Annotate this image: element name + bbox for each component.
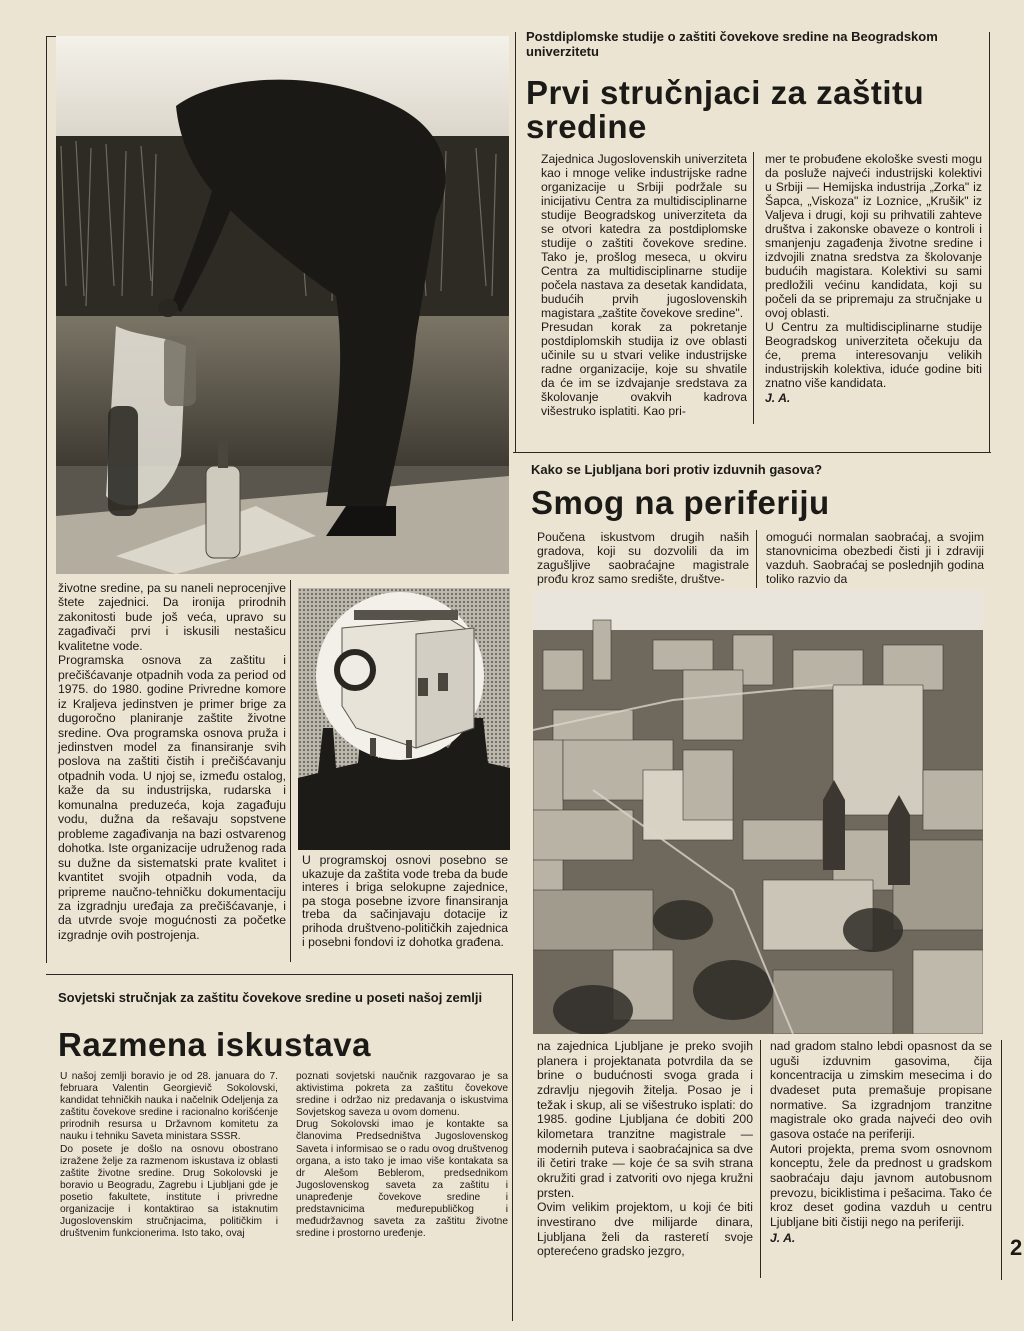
- article1-kicker: Postdiplomske studije o zaštiti čovekove sredine na Beogradskom univerzitetu: [526, 29, 938, 59]
- article4-column-2: poznati sovjetski naučnik razgovarao je sa aktivistima pokreta za zaštitu čovekove sredine i održao niz predavanja o iskustvima Sovjetskog saveza u ovom domenu. Drug Sokolovski imao je kontakte sa članovima Predsedništva Jugoslovenskog Saveta i informisao se o radu ovog društvenog organa, a isto tako je imao više kontakata sa dr Alešom Beblerom, predsednikom Jugoslovenskog saveta za zaštitu i unapređenje čovekove sredine i predstavnicima međurepubličkog i međudržavnog saveta za zaštitu životne sredine i prostorno uređenje.: [296, 1071, 508, 1240]
- divider-article4-top: [46, 974, 512, 975]
- article3-kicker: Kako se Ljubljana bori protiv izduvnih gasova?: [531, 462, 823, 477]
- photo-ljubljana-skyline-art: [533, 590, 983, 1034]
- article3-bottom-column-2: nad gradom stalno lebdi opasnost da se uguši izduvnim gasovima, čija koncentracija u zimskim mesecima i do dvadeset puta premašuje propisane normative. Sa izgradnjom tranzitne magistrale oko grada najveći deo ovih gasova ostaće na periferiji. Autori projekta, prema svom osnovnom konceptu, žele da prednost u gradskom saobraćaju daju javnom autobusnom prevozu, biciklistima i pešacima. Tako će kroz deset godina vazduh u centru Ljubljane biti čistiji nego na periferiji.: [770, 1039, 992, 1229]
- photo-water-sampling-art: [56, 36, 509, 574]
- divider-photo-article1: [515, 32, 516, 452]
- illustration-treatment-plant-art: [298, 588, 510, 850]
- photo-water-sampling: [56, 36, 509, 574]
- article2-column-1: životne sredine, pa su naneli neprocenjive štete zajednici. Da ironija prirodnih zakonitosti bude još veća, upravo su zagađivači prvi i iskusili nestašicu kvalitetne vode. Programska osnova za zaštitu i prečišćavanje otpadnih voda za period od 1975. do 1980. godine Privredne komore iz Kraljeva jedinstven je primer brige za dugoročno planiranje zaštite životne sredine. Ova programska osnova pruža i jedinstven model za finansiranje svih poslova na zaštiti čistih i prečišćavanju otpadnih voda. U njoj se, između ostalog, kaže da su industrijska, rudarska i komunalna preduzeća, koja zagađuju vodu, dužna da rešavaju sopstvene probleme zagađivanja na bazi ostvarenog dohotka. Iste organizacije udruženog rada su dužne da sistematski prate kvalitet i kvantitet svojih otpadnih voda, da pripreme naučno-tehničku dokumentaciju za izgradnju uređaja za prečišćavanje, i da utvrde svoje mogućnosti za početke izgradnje ovih postrojenja.: [58, 581, 286, 942]
- article3-bottom-column-rule: [760, 1040, 761, 1278]
- article1-headline: Prvi stručnjaci za zaštitu sredine: [526, 74, 925, 145]
- article4-kicker: Sovjetski stručnjak za zaštitu čovekove sredine u poseti našoj zemlji: [58, 990, 483, 1005]
- article3-headline: Smog na periferiju: [531, 484, 830, 521]
- article3-byline: J. A.: [770, 1230, 796, 1245]
- frame-right-rule-bottom: [1001, 1040, 1002, 1280]
- article1-column-rule: [753, 152, 754, 424]
- divider-article4-right: [512, 974, 513, 1321]
- article3-top-column-1: Poučena iskustvom drugih naših gradova, koji su dozvolili da im zagušljive saobraćajne magistrale prođu kroz samo središte, društve-: [537, 530, 749, 586]
- frame-right-rule-top: [989, 32, 990, 452]
- article2-caption: U programskoj osnovi posebno se ukazuje da zaštita vode treba da bude interes i briga selokupne zajednice, pa stoga posebne izvore finansiranja treba da sačinjavaju dotacije iz prihoda društveno-političkih zajednica i posebni fondovi iz dohotka građena.: [302, 853, 508, 949]
- article4-headline: Razmena iskustava: [58, 1026, 371, 1063]
- article4-column-1: U našoj zemlji boravio je od 28. januara do 7. februara Valentin Georgievič Sokolovski, kandidat tehničkih nauka i načelnik Odeljenja za zaštitu čovekove sredine i racionalno korišćenje prirodnih resursa u Državnom komitetu za nauku i tehniku Saveta ministara SSSR. Do posete je došlo na osnovu obostrano izražene želje za razmenom iskustava iz oblasti zaštite životne sredine. Drug Sokolovski je boravio u Beogradu, Zagrebu i Ljubljani gde je posetio fakultete, institute i privredne organizacije i kontaktirao sa istaknutim Jugoslovenskim stručnjacima, političkim i društvenim funkcionerima. Isto tako, ovaj: [60, 1071, 278, 1240]
- frame-left-rule: [46, 36, 47, 963]
- article1-byline: J. A.: [765, 391, 791, 405]
- photo-ljubljana-skyline: [533, 590, 983, 1034]
- article1-column-2-wrap: [765, 152, 982, 405]
- page-number: 2: [1010, 1235, 1023, 1260]
- article1-column-1: Zajednica Jugoslovenskih univerziteta kao i mnoge velike industrijske radne organizacije u Srbiji podržale su inicijativu Centra za multidisciplinarne studije Beogradskog univerziteta da se otvori katedra za postdiplomske studije o zaštiti čovekove sredine. Tako je, prošlog meseca, u okviru Centra za multidisciplinarne studije počela nastava za desetak kandidata, budućih prvih jugoslovenskih magistara „zaštite čovekove sredine". Presudan korak za pokretanje postdiplomskih studija iz ove oblasti učinile su u stvari velike industrijske radne organizacije, koje su shvatile da će im se izdvajanje sredstava za školovanje ovakvih kadrova višestruko isplatiti. Kao pri-: [541, 152, 747, 418]
- article3-bottom-column-1: na zajednica Ljubljane je preko svojih planera i projektanata potvrdila da se brine o budućnosti svoga grada i zdravlju njegovih žitelja. Posao je i težak i skup, ali se višestruko isplati: do 1985. godine Ljubljana će dobiti 200 kilometara tranzitne magistrale — modernih puteva i saobraćajnica sa dve ili četiri trake — koje će sa svih strana okružiti grad i zatvoriti ovo njega kružni prsten. Ovim velikim projektom, u koji će biti investirano dve milijarde dinara, Ljubljana želi da rasteretí svoje opterećeno gradsko jezgro,: [537, 1039, 753, 1259]
- illustration-treatment-plant: [298, 588, 510, 850]
- article3-top-column-rule: [756, 530, 757, 588]
- article3-top-column-2: omogući normalan saobraćaj, a svojim stanovnicima obezbedi čisti ji i zdraviji vazduh. Saobraćaj se poslednjih godina toliko razvio da: [766, 530, 984, 586]
- divider-article1-article3: [513, 452, 991, 453]
- article3-bottom-column-2-wrap: [770, 1039, 992, 1245]
- article2-column-rule: [290, 580, 291, 962]
- article1-column-2: mer te probuđene ekološke svesti mogu da posluže najveći industrijski kolektivi u Srbiji — Hemijska industrija „Zorka" iz Šapca, „Viskoza" iz Loznice, „Krušik" iz Valjeva i drugi, koji su prihvatili zahteve društva i zakonske obaveze o kontroli i smanjenju zagađenja životne sredine i izdvojili znatna sredstva za školovanje budućih magistara. Kolektivi su sami predložili većinu kandidata, koji su počeli da se pripremaju za stručnjake u ovoj oblasti. U Centru za multidisciplinarne studije Beogradskog univerziteta očekuju da će, prema interesovanju velikih industrijskih kolektiva, iduće godine biti znatno više kandidata.: [765, 152, 982, 390]
